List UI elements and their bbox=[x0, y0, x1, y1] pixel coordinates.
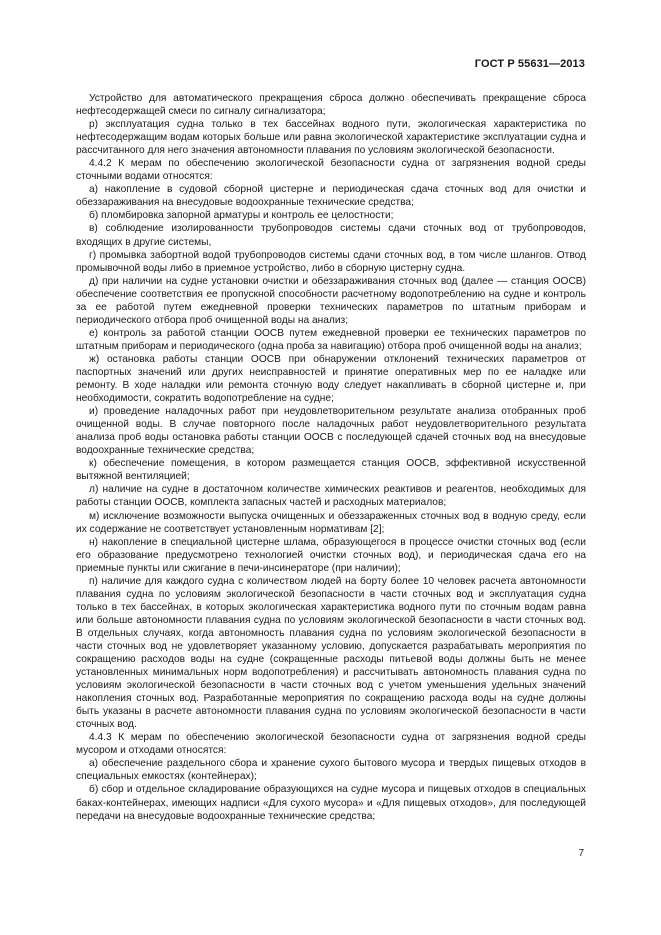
paragraph: 4.4.3 К мерам по обеспечению экологической безопасности судна от загрязнения водной среды мусором и отходами относятся: bbox=[76, 732, 586, 757]
paragraph: г) промывка забортной водой трубопроводов системы сдачи сточных вод, в том числе шлангов. Отвод промывочной воды либо в приемное устройство, либо в сборную цистерну судна. bbox=[76, 249, 586, 274]
paragraph: ж) остановка работы станции ООСВ при обнаружении отклонений технических параметров от паспортных значений или других неисправностей и принятие оперативных мер по ее наладке или ремонту. В ходе наладки или ремонта сточную воду следует накапливать в сборной цистерне и, при необходимости, сократить водопотребление на судне; bbox=[76, 353, 586, 405]
paragraph: б) сбор и отдельное складирование образующихся на судне мусора и пищевых отходов в специальных баках-контейнерах, имеющих надписи «Для сухого мусора» и «Для пищевых отходов», для последующей передачи на внесудовые водоохранные технические средства; bbox=[76, 784, 586, 822]
paragraph: и) проведение наладочных работ при неудовлетворительном результате анализа отобранных проб очищенной воды. В случае повторного после наладочных работ неудовлетворительного результата анализа проб воды остановка работы станции ООСВ с последующей сдачей сточных вод на внесудовые водоохранные технические средства; bbox=[76, 406, 586, 457]
paragraph: а) обеспечение раздельного сбора и хранение сухого бытового мусора и твердых пищевых отходов в специальных емкостях (контейнерах); bbox=[76, 758, 586, 783]
document-code: ГОСТ Р 55631—2013 bbox=[474, 58, 585, 70]
paragraph: в) соблюдение изолированности трубопроводов системы сдачи сточных вод от трубопроводов, входящих в другие системы, bbox=[76, 223, 586, 248]
paragraph: 4.4.2 К мерам по обеспечению экологической безопасности судна от загрязнения водной среды сточными водами относятся: bbox=[76, 158, 586, 183]
paragraph: л) наличие на судне в достаточном количестве химических реактивов и реагентов, необходимых для работы станции ООСВ, комплекта запасных частей и расходных материалов; bbox=[76, 484, 586, 509]
paragraph: б) пломбировка запорной арматуры и контроль ее целостности; bbox=[89, 210, 394, 222]
paragraph: д) при наличии на судне установки очистки и обеззараживания сточных вод (далее — станция ООСВ) обеспечение соответствия ее пропускной способности расчетному водопотреблению на судне и контроль за ее работой путем ежедневной проверки технических параметров по штатным приборам и периодического отбора проб очищенной воды на анализ; bbox=[76, 275, 586, 326]
document-body bbox=[76, 92, 586, 823]
paragraph: п) наличие для каждого судна с количеством людей на борту более 10 человек расчета автономности плавания судна по условиям экологической безопасности в части сточных вод и эксплуатация судна только в тех бассейнах, в которых экологическая характеристика водного пути по сточным водам равна или больше автономности плавания судна по условиям экологической безопасности в части сточных вод. В отдельных случаях, когда автономность плавания судна по условиям экологической безопасности в части сточных вод не удовлетворяет указанному условию, допускается разрабатывать мероприятия по сокращению расходов воды на судне (сокращенные расходы питьевой воды должны быть не менее установленных минимальных норм водопотребления) и рассчитывать автономность плавания судна по условиям экологической безопасности в части сточных вод с учетом уменьшения удельных значений накопления сточных вод. Разработанные мероприятия по сокращению расхода воды на судне должны быть указаны в расчете автономности плавания судна по условиям экологической безопасности в части сточных вод. bbox=[76, 575, 586, 731]
paragraph: н) накопление в специальной цистерне шлама, образующегося в процессе очистки сточных вод (если его образование предусмотрено технологией очистки сточных вод), и периодическая сдача его на приемные пункты или сжигание в печи-инсинераторе (при наличии); bbox=[76, 536, 586, 574]
paragraph: м) исключение возможности выпуска очищенных и обеззараженных сточных вод в водную среду, если их содержание не соответствует установленным нормативам [2]; bbox=[76, 510, 586, 535]
paragraph: а) накопление в судовой сборной цистерне и периодическая сдача сточных вод для очистки и обеззараживания на внесудовые водоохранные технические средства; bbox=[76, 184, 586, 209]
paragraph: р) эксплуатация судна только в тех бассейнах водного пути, экологическая характеристика по нефтесодержащим водам которых больше или равна экологической характеристике эксплуатации судна и рассчитанного для него значения автономности плавания по условиям экологической безопасности. bbox=[76, 119, 586, 157]
paragraph: е) контроль за работой станции ООСВ путем ежедневной проверки ее технических параметров по штатным приборам и периодического (одна проба за навигацию) отбора проб очищенной воды на анализ; bbox=[76, 327, 586, 352]
paragraph: к) обеспечение помещения, в котором размещается станция ООСВ, эффективной искусственной вытяжной вентиляцией; bbox=[76, 458, 586, 483]
page-number: 7 bbox=[578, 848, 584, 859]
paragraph: Устройство для автоматического прекращения сброса должно обеспечивать прекращение сброса нефтесодержащей смеси по сигналу сигнализатора; bbox=[76, 93, 586, 118]
